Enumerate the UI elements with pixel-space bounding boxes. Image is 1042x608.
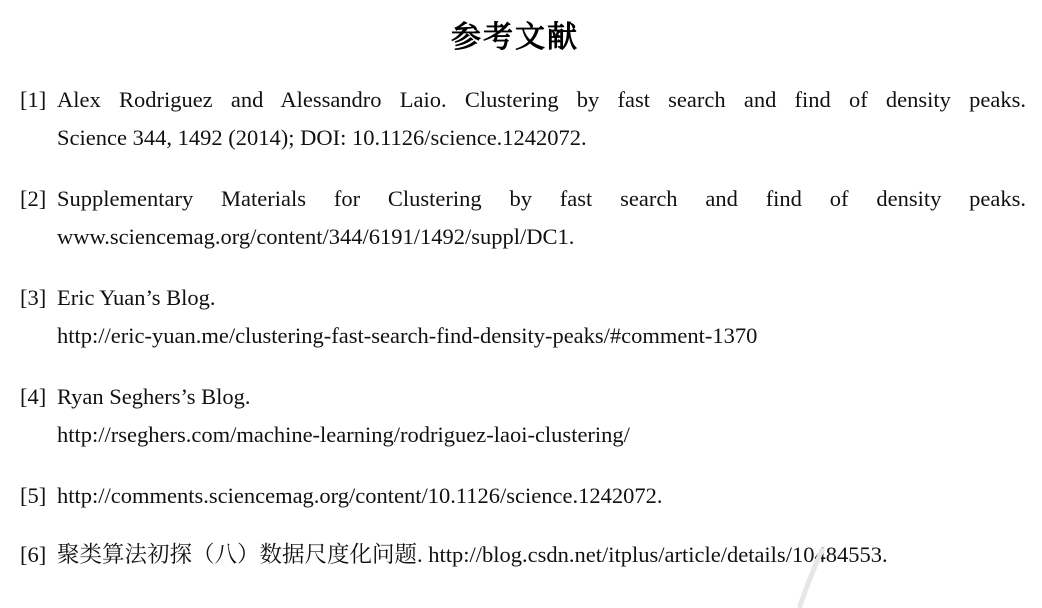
reference-number: [3]	[20, 285, 47, 310]
reference-item-4	[20, 378, 1026, 454]
reference-number: [6]	[20, 542, 47, 567]
reference-text-line-2: Science 344, 1492 (2014); DOI: 10.1126/science.1242072.	[57, 125, 587, 150]
reference-number: [5]	[20, 483, 47, 508]
reference-item-3	[20, 279, 1026, 355]
reference-link[interactable]: http://eric-yuan.me/clustering-fast-search-find-density-peaks/#comment-1370	[57, 323, 758, 348]
reference-item-5	[20, 477, 1026, 515]
reference-text-line-1: Supplementary Materials for Clustering by fast search and find of density peaks.	[57, 186, 1026, 211]
reference-link[interactable]: www.sciencemag.org/content/344/6191/1492/suppl/DC1.	[57, 224, 575, 249]
reference-number: [4]	[20, 384, 47, 409]
reference-link[interactable]: http://rseghers.com/machine-learning/rodriguez-laoi-clustering/	[57, 422, 630, 447]
reference-text-line-1: Eric Yuan’s Blog.	[57, 285, 216, 310]
reference-number: [1]	[20, 87, 47, 112]
reference-link[interactable]: http://comments.sciencemag.org/content/10.1126/science.1242072.	[57, 483, 663, 508]
reference-text-line-1: 聚类算法初探（八）数据尺度化问题. http://blog.csdn.net/itplus/article/details/10484553.	[57, 542, 888, 567]
page-title: 参考文献	[451, 20, 579, 55]
watermark-stroke	[770, 548, 850, 608]
reference-number: [2]	[20, 186, 47, 211]
reference-item-2	[20, 180, 1026, 256]
reference-item-1	[20, 81, 1026, 157]
reference-text-line-1: Alex Rodriguez and Alessandro Laio. Clustering by fast search and find of density peaks.	[57, 87, 1026, 112]
reference-text-line-1: Ryan Seghers’s Blog.	[57, 384, 251, 409]
reference-item-6	[20, 536, 1026, 574]
